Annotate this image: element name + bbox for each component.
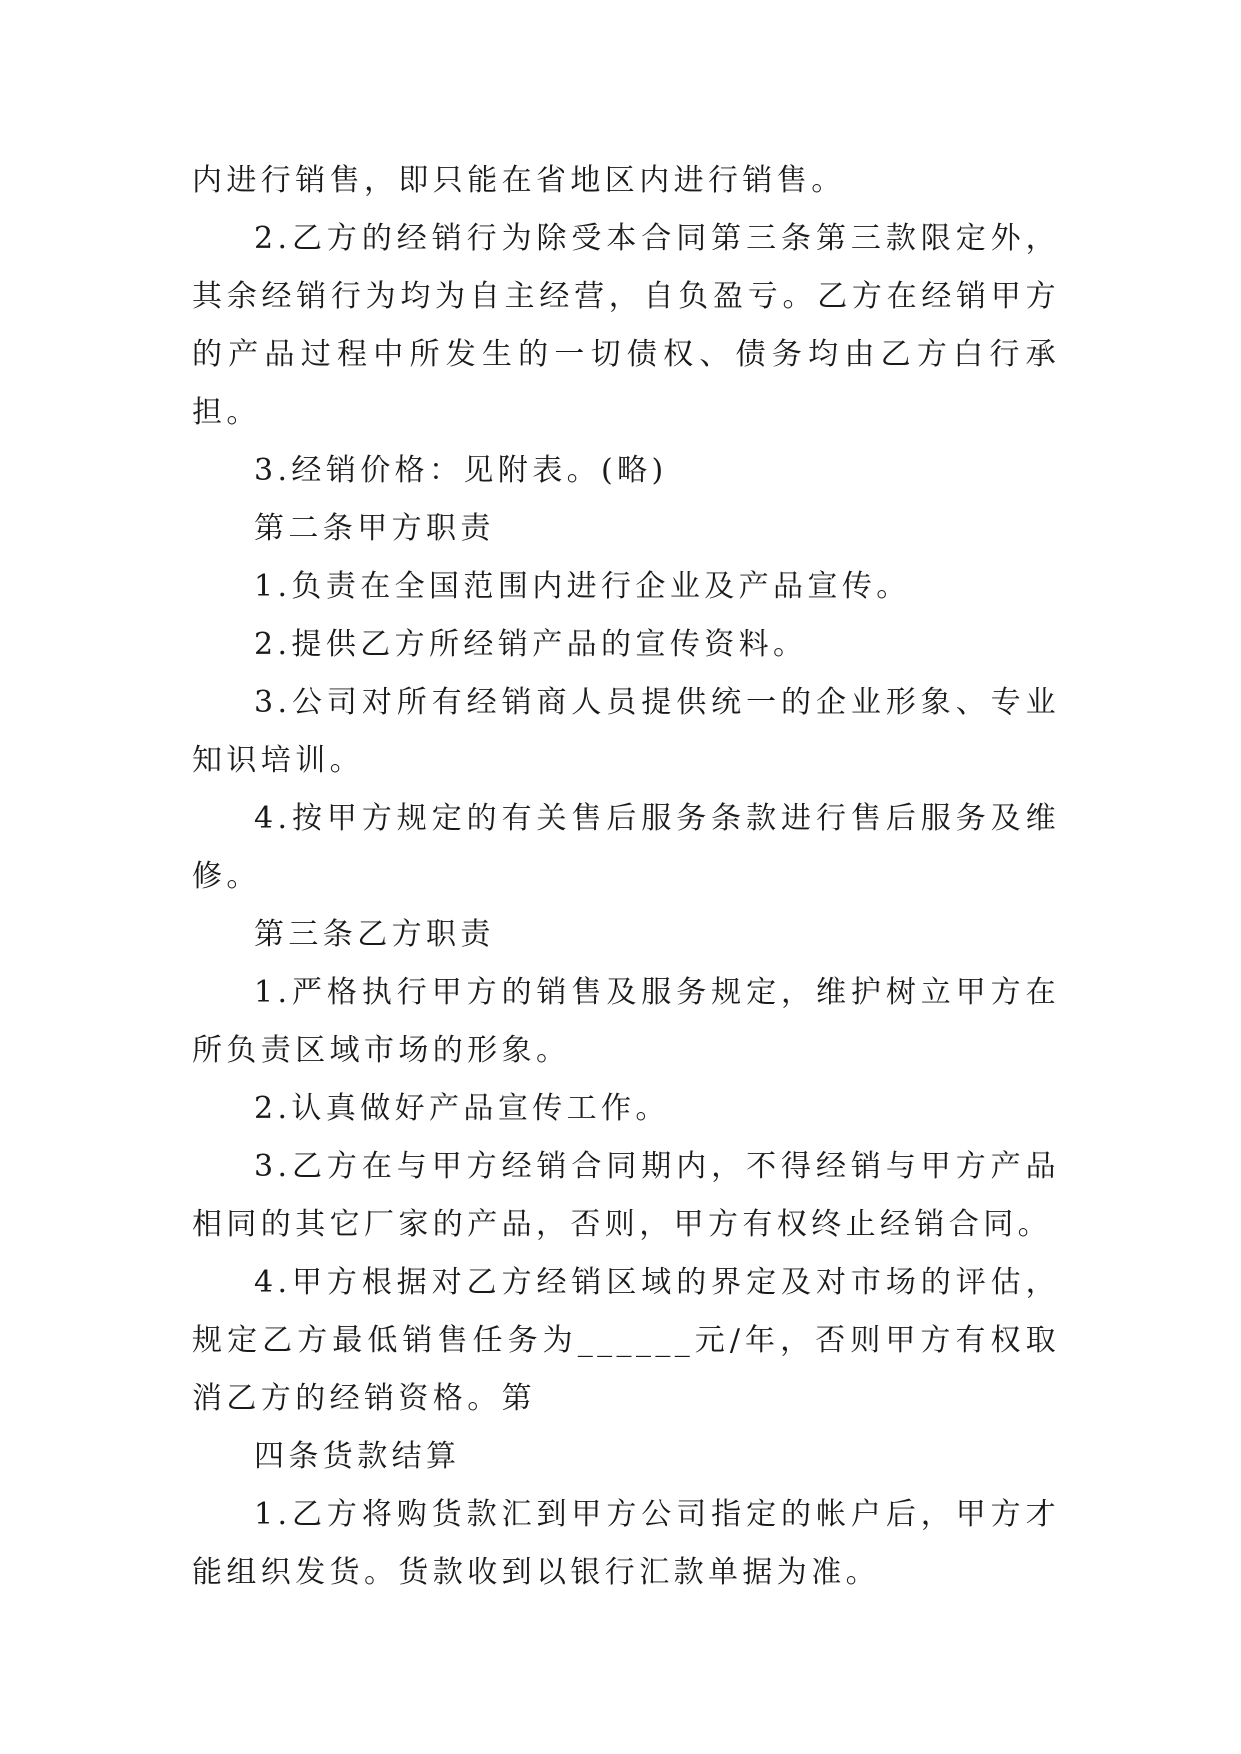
- paragraph-2: 2.乙方的经销行为除受本合同第三条第三款限定外，其余经销行为均为自主经营，自负盈亏。乙方在经销甲方的产品过程中所发生的一切债权、债务均由乙方白行承担。: [192, 221, 1060, 430]
- section-heading-article-2: 第二条甲方职责: [254, 511, 495, 546]
- section-heading-article-4: 四条货款结算: [254, 1439, 461, 1474]
- paragraph-15: 1.乙方将购货款汇到甲方公司指定的帐户后，甲方才能组织发货。货款收到以银行汇款单据为准。: [192, 1497, 1060, 1590]
- paragraph-6: 2.提供乙方所经销产品的宣传资料。: [254, 627, 808, 662]
- paragraph-13: 4.甲方根据对乙方经销区域的界定及对市场的评估，规定乙方最低销售任务为______元/年，否则甲方有权取消乙方的经销资格。第: [192, 1265, 1060, 1416]
- paragraph-11: 2.认真做好产品宣传工作。: [254, 1091, 670, 1126]
- section-heading-article-3: 第三条乙方职责: [254, 917, 495, 952]
- paragraph-3: 3.经销价格：见附表。(略): [254, 453, 668, 488]
- paragraph-7: 3.公司对所有经销商人员提供统一的企业形象、专业知识培训。: [192, 685, 1060, 778]
- document-body: [192, 152, 1060, 1602]
- paragraph-10: 1.严格执行甲方的销售及服务规定，维护树立甲方在所负责区域市场的形象。: [192, 975, 1060, 1068]
- paragraph-12: 3.乙方在与甲方经销合同期内，不得经销与甲方产品相同的其它厂家的产品，否则，甲方有权终止经销合同。: [192, 1149, 1060, 1242]
- paragraph-1: 内进行销售，即只能在省地区内进行销售。: [192, 163, 846, 198]
- paragraph-8: 4.按甲方规定的有关售后服务条款进行售后服务及维修。: [192, 801, 1060, 894]
- paragraph-5: 1.负责在全国范围内进行企业及产品宣传。: [254, 569, 911, 604]
